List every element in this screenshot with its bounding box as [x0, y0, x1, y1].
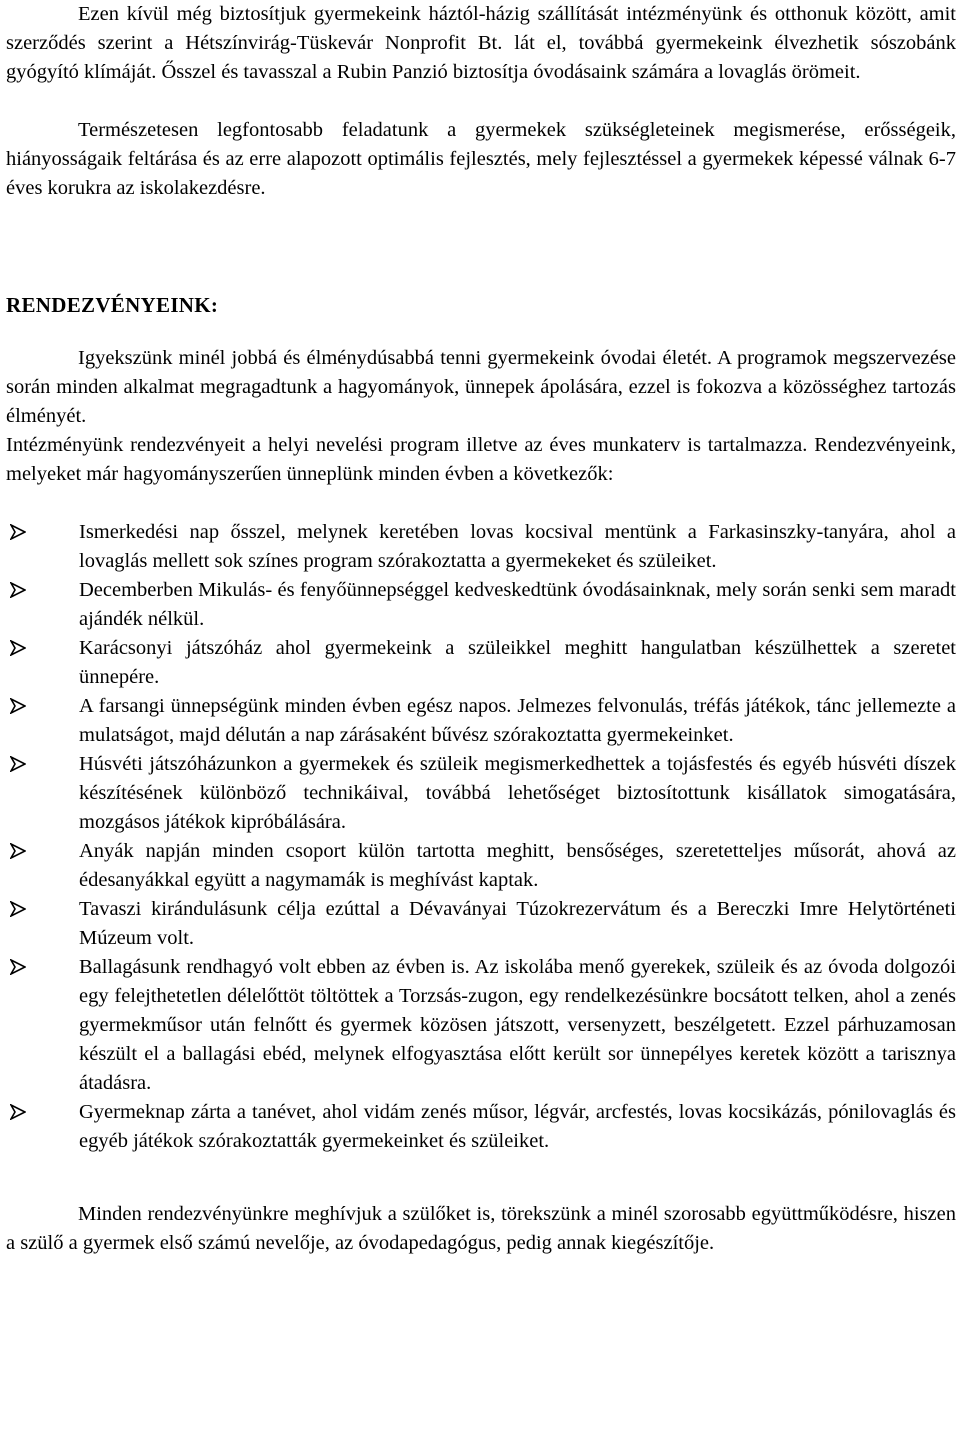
- list-item: [6, 750, 956, 837]
- events-list: [6, 518, 956, 1156]
- list-item: [6, 953, 956, 1098]
- list-item-text: Anyák napján minden csoport külön tartotta meghitt, bensőséges, szeretetteljes műsorát, ahová az édesanyákkal együtt a nagymamák is meghívást kaptak.: [79, 840, 956, 891]
- list-item-text: Ballagásunk rendhagyó volt ebben az évben is. Az iskolába menő gyerekek, szüleik és az óvoda dolgozói egy felejthetetlen délelőttöt töltöttek a Torzsás-zugon, egy rendelkezésünkre bocsátott telken, ahol a zenés gyermekműsor után felnőtt és gyermek közösen játszott, versenyzett, beszélgetett. Ezzel párhuzamosan készült el a ballagási ebéd, melynek elfogyasztása előtt került sor ünnepélyes keretek között a tarisznya átadásra.: [79, 956, 956, 1094]
- arrowhead-bullet-icon: [10, 698, 26, 714]
- document-page: [6, 0, 956, 1258]
- list-item-text: Tavaszi kirándulásunk célja ezúttal a Dévaványai Túzokrezervátum és a Bereczki Imre Helytörténeti Múzeum volt.: [79, 898, 956, 949]
- list-item-text: Húsvéti játszóházunkon a gyermekek és szüleik megismerkedhettek a tojásfestés és egyéb húsvéti díszek készítésének különböző technikáival, továbbá lehetőséget biztosítottunk kisállatok simogatására, mozgásos játékok kipróbálására.: [79, 753, 956, 833]
- events-heading: RENDEZVÉNYEINK:: [6, 293, 219, 317]
- list-item: [6, 576, 956, 634]
- list-item: [6, 692, 956, 750]
- list-item-text: Decemberben Mikulás- és fenyőünnepséggel kedveskedtünk óvodásainknak, mely során senki sem maradt ajándék nélkül.: [79, 579, 956, 630]
- arrowhead-bullet-icon: [10, 959, 26, 975]
- arrowhead-bullet-icon: [10, 756, 26, 772]
- list-item: [6, 837, 956, 895]
- list-item-text: Karácsonyi játszóház ahol gyermekeink a szüleikkel meghitt hangulatban készülhettek a szeretet ünnepére.: [79, 637, 956, 688]
- list-item: [6, 1098, 956, 1156]
- intro-paragraph: Ezen kívül még biztosítjuk gyermekeink háztól-házig szállítását intézményünk és otthonuk között, amit szerződés szerint a Hétszínvirág-Tüskevár Nonprofit Bt. lát el, továbbá gyermekeink élvezhetik sószobánk gyógyító klímáját. Ősszel és tavasszal a Rubin Panzió biztosítja óvodásaink számára a lovaglás örömeit.: [6, 3, 956, 83]
- arrowhead-bullet-icon: [10, 901, 26, 917]
- list-item: [6, 634, 956, 692]
- program-paragraph: Intézményünk rendezvényeit a helyi nevelési program illetve az éves munkaterv is tartalmazza. Rendezvényeink, melyeket már hagyományszerűen ünneplünk minden évben a következők:: [6, 434, 956, 485]
- events-intro-paragraph: Igyekszünk minél jobbá és élménydúsabbá tenni gyermekeink óvodai életét. A programok megszervezése során minden alkalmat megragadtunk a hagyományok, ünnepek ápolására, ezzel is fokozva a közösséghez tartozás élményét.: [6, 347, 956, 427]
- closing-paragraph: Minden rendezvényünkre meghívjuk a szülőket is, törekszünk a minél szorosabb együttműködésre, hiszen a szülő a gyermek első számú nevelője, az óvodapedagógus, pedig annak kiegészítője.: [6, 1203, 956, 1254]
- list-item-text: Gyermeknap zárta a tanévet, ahol vidám zenés műsor, légvár, arcfestés, lovas kocsikázás, pónilovaglás és egyéb játékok szórakoztatták gyermekeinket és szüleiket.: [79, 1101, 956, 1152]
- list-item-text: Ismerkedési nap ősszel, melynek keretében lovas kocsival mentünk a Farkasinszky-tanyára, ahol a lovaglás mellett sok színes program szórakoztatta a gyermekeket és szüleiket.: [79, 521, 956, 572]
- list-item: [6, 895, 956, 953]
- list-item: [6, 518, 956, 576]
- arrowhead-bullet-icon: [10, 640, 26, 656]
- arrowhead-bullet-icon: [10, 843, 26, 859]
- arrowhead-bullet-icon: [10, 524, 26, 540]
- goal-paragraph: Természetesen legfontosabb feladatunk a gyermekek szükségleteinek megismerése, erősségeik, hiányosságaik feltárása és az erre alapozott optimális fejlesztés, mely fejlesztéssel a gyermekek képessé válnak 6-7 éves korukra az iskolakezdésre.: [6, 119, 956, 199]
- arrowhead-bullet-icon: [10, 582, 26, 598]
- list-item-text: A farsangi ünnepségünk minden évben egész napos. Jelmezes felvonulás, tréfás játékok, tánc jellemezte a mulatságot, majd délután a nap zárásaként bűvész szórakoztatta gyermekeinket.: [79, 695, 956, 746]
- arrowhead-bullet-icon: [10, 1104, 26, 1120]
